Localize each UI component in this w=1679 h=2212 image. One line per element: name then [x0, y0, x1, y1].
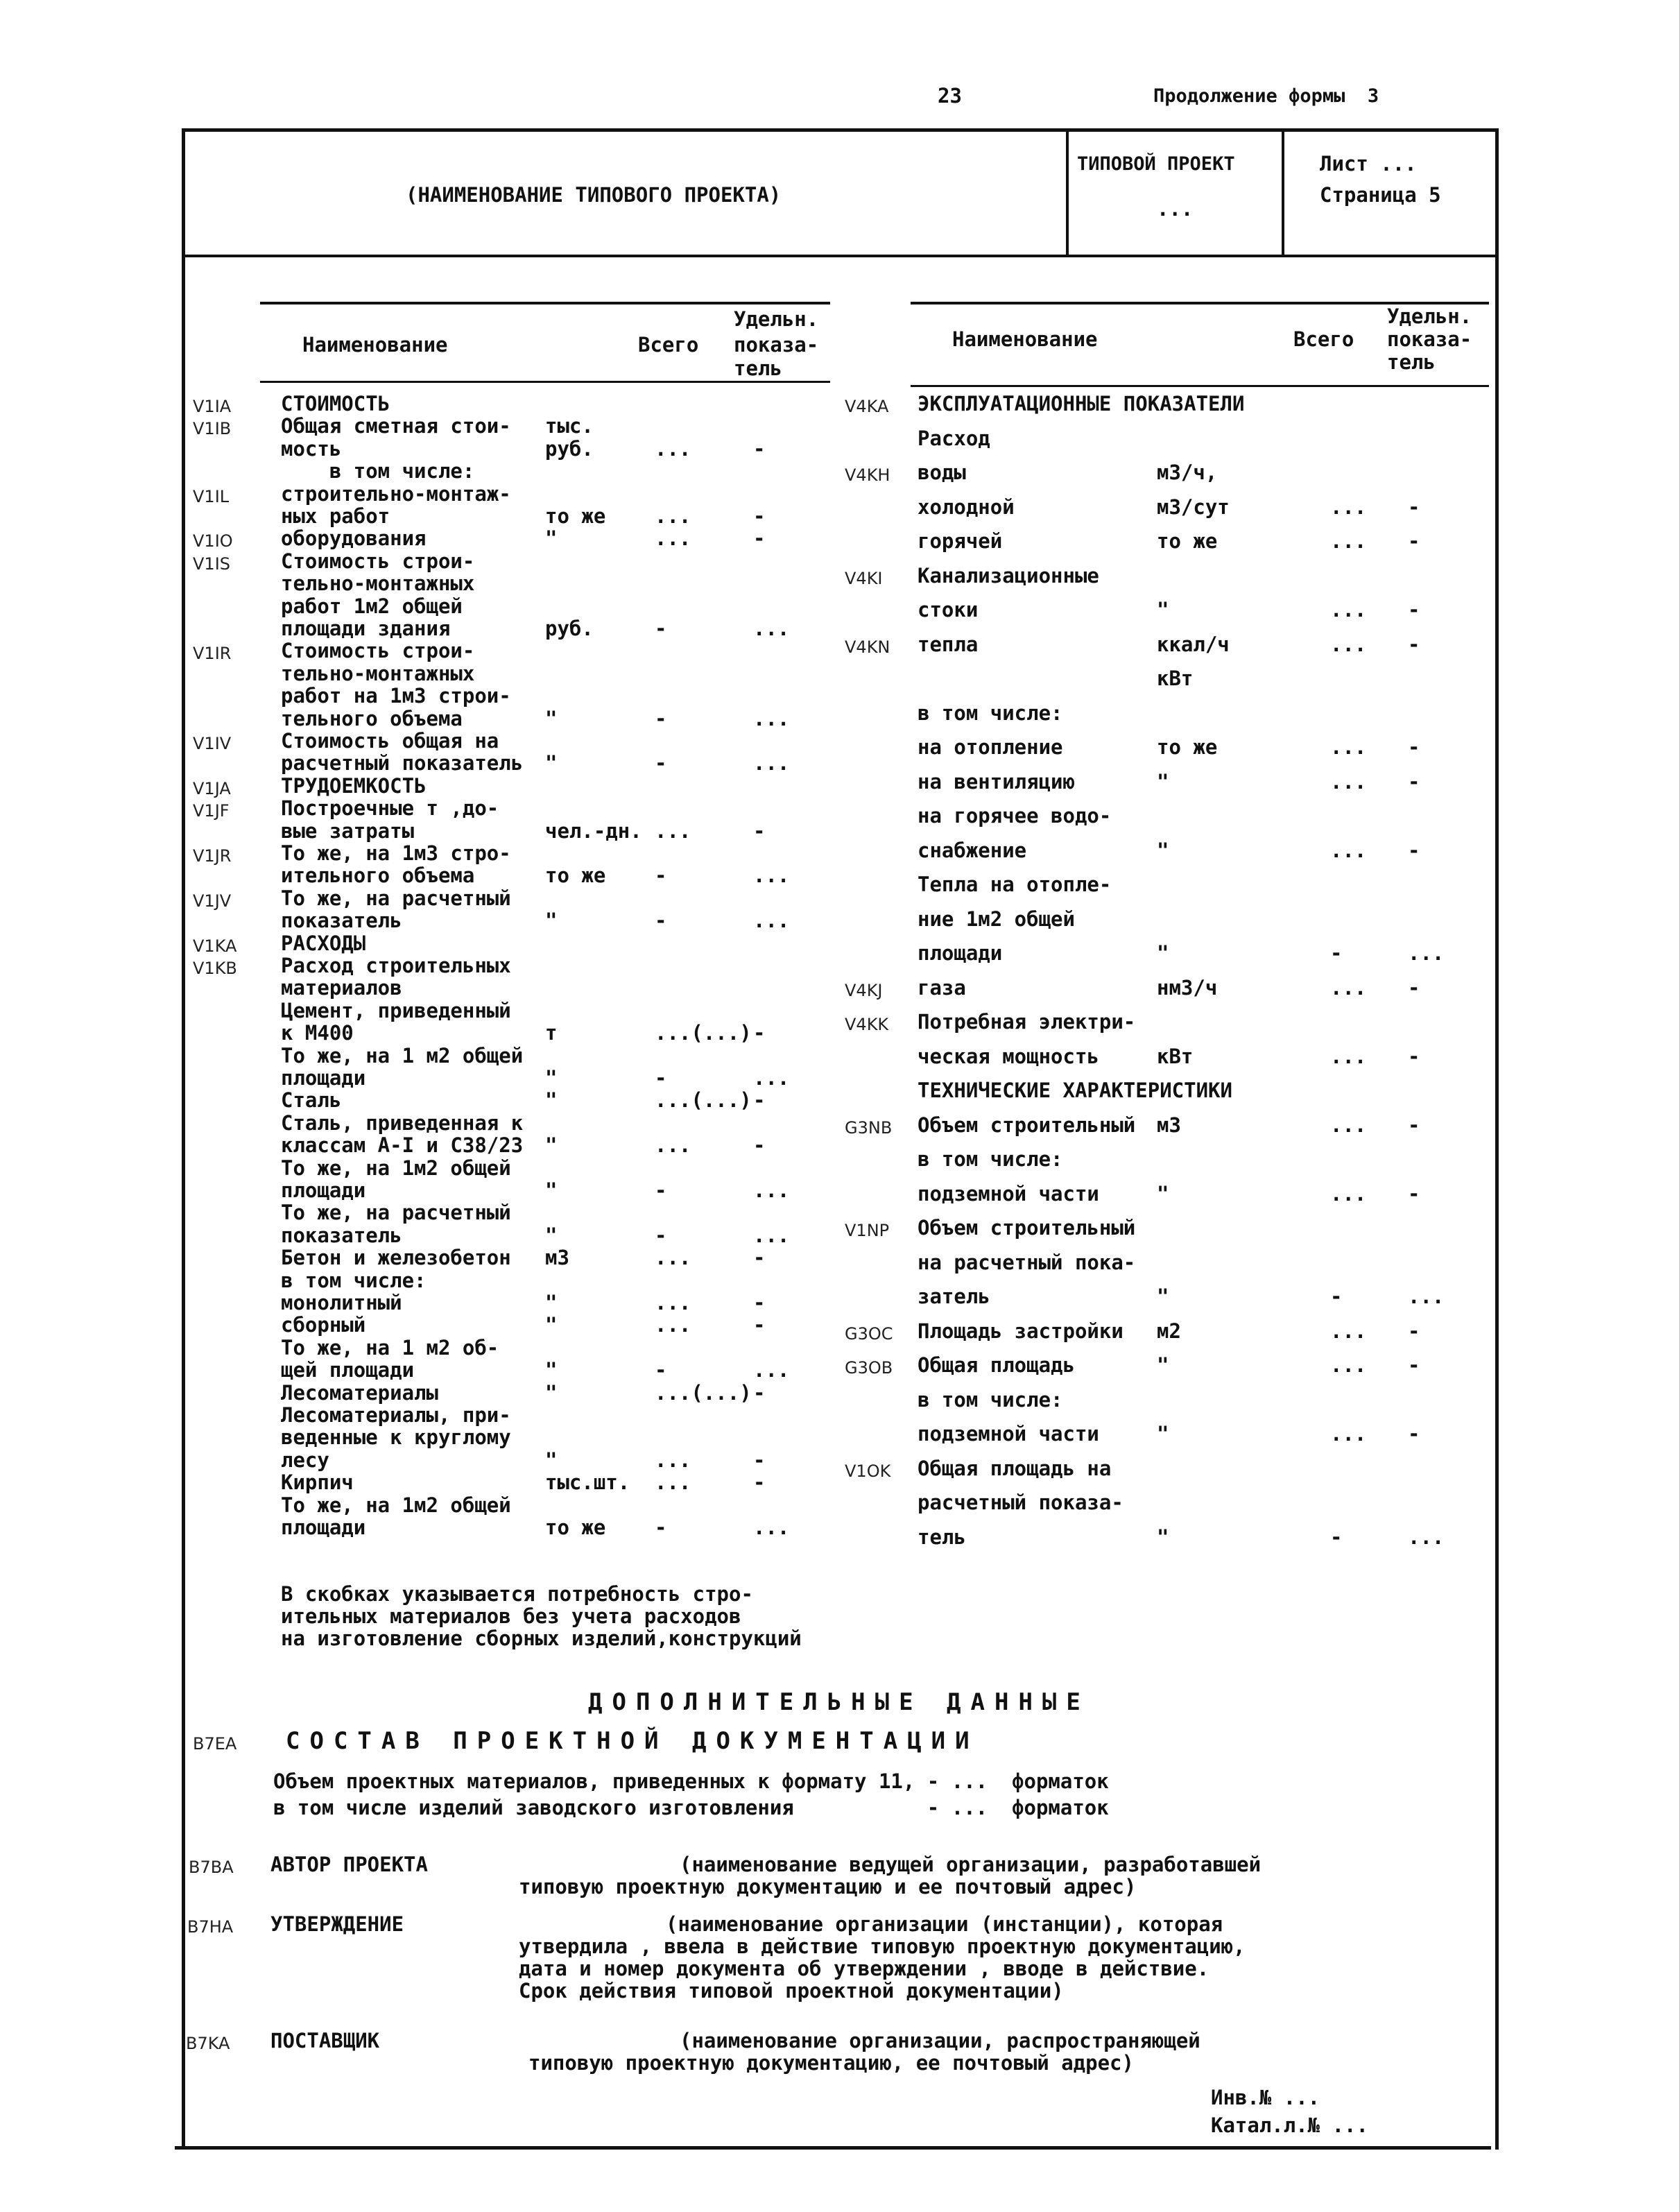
left-row-total: -	[655, 1516, 667, 1539]
sheet-label: Лист ...	[1320, 152, 1417, 175]
right-row-specific: -	[1408, 495, 1420, 519]
right-row-code: V4KA	[845, 397, 889, 416]
left-row-name: Бетон и железобетон	[281, 1246, 511, 1270]
right-row-name: Потребная электри-	[918, 1010, 1136, 1034]
form-continuation: Продолжение формы 3	[1153, 85, 1379, 107]
right-row-name: расчетный показа-	[918, 1491, 1123, 1514]
left-row-name: тельного объема	[281, 706, 463, 730]
frame-bottom	[175, 2146, 1491, 2150]
right-row-specific: ...	[1408, 1525, 1445, 1549]
right-row-specific: -	[1408, 1422, 1420, 1446]
right-col-specific-2: показа-	[1387, 327, 1472, 351]
right-row-name: на отопление	[918, 735, 1063, 759]
approval-code: B7HA	[187, 1917, 234, 1937]
right-row-name: тепла	[918, 632, 979, 656]
left-row-name: ных работ	[281, 504, 390, 528]
left-row-name: строительно-монтаж-	[281, 481, 511, 506]
left-row-name: То же, на 1м3 стро-	[281, 841, 511, 865]
left-row-unit: "	[545, 1380, 558, 1405]
left-row-code: V1KB	[193, 959, 237, 978]
right-table-rule-bottom	[911, 385, 1489, 387]
right-row-unit: м3/сут	[1157, 495, 1230, 519]
left-row-unit: "	[545, 909, 558, 933]
right-row-total: -	[1330, 1525, 1343, 1549]
right-row-name: ЭКСПЛУАТАЦИОННЫЕ ПОКАЗАТЕЛИ	[918, 392, 1245, 415]
catalog-number: Катал.л.№ ...	[1211, 2114, 1368, 2137]
left-row-code: V1JF	[193, 801, 230, 821]
author-desc-1: (наименование ведущей организации, разработавшей	[680, 1853, 1262, 1876]
right-row-specific: -	[1408, 735, 1420, 759]
left-row-name: площади	[281, 1516, 366, 1539]
left-table-rule-top	[260, 302, 830, 305]
left-row-total: -	[655, 751, 667, 775]
right-row-name: затель	[918, 1285, 990, 1308]
left-table-rule-bottom	[260, 381, 830, 383]
left-row-specific: -	[753, 1021, 766, 1045]
right-row-unit: "	[1157, 1285, 1169, 1308]
right-row-name: подземной части	[918, 1422, 1099, 1446]
right-row-name: ТЕХНИЧЕСКИЕ ХАРАКТЕРИСТИКИ	[918, 1079, 1232, 1102]
right-row-total: ...	[1330, 975, 1367, 1000]
right-row-name: горячей	[918, 529, 1003, 553]
right-row-name: Тепла на отопле-	[918, 873, 1112, 896]
left-row-code: V1JR	[193, 846, 232, 866]
left-row-specific: -	[753, 1380, 766, 1405]
right-row-name: тель	[918, 1525, 966, 1549]
title-block-divider-2	[1282, 128, 1284, 256]
left-row-code: V1IS	[193, 554, 230, 574]
author-desc-2: типовую проектную документацию и ее почтовый адрес)	[519, 1875, 1137, 1898]
title-block-divider-1	[1066, 128, 1069, 256]
left-row-name: ТРУДОЕМКОСТЬ	[281, 773, 427, 798]
right-col-name: Наименование	[952, 327, 1098, 351]
left-row-total: ...(...)	[655, 1021, 752, 1045]
right-row-total: ...	[1330, 1353, 1367, 1377]
left-row-specific: ...	[753, 617, 790, 640]
approval-desc-1: (наименование организации (инстанции), которая	[666, 1912, 1223, 1936]
left-row-specific: -	[753, 818, 766, 843]
left-row-unit: то же	[545, 1516, 606, 1539]
left-row-unit: "	[545, 1133, 558, 1158]
right-row-specific: -	[1408, 838, 1420, 862]
left-row-name: лесу	[281, 1448, 329, 1472]
left-row-specific: ...	[753, 864, 790, 888]
right-row-specific: -	[1408, 1319, 1420, 1343]
left-row-name: работ 1м2 общей	[281, 594, 463, 618]
footnote-line-1: В скобках указывается потребность стро-	[281, 1582, 753, 1606]
left-row-code: V1IB	[193, 419, 232, 439]
right-row-total: ...	[1330, 598, 1367, 621]
left-row-code: V1IV	[193, 734, 232, 753]
left-row-name: щей площади	[281, 1358, 415, 1382]
additional-title: ДОПОЛНИТЕЛЬНЫЕ ДАННЫЕ	[588, 1688, 1090, 1716]
left-row-name: То же, на 1 м2 общей	[281, 1043, 524, 1068]
right-row-code: V4KN	[845, 637, 890, 657]
left-row-unit: "	[545, 1291, 558, 1314]
right-row-name: воды	[918, 461, 966, 484]
approval-desc-4: Срок действия типовой проектной документации)	[519, 1979, 1064, 2003]
left-row-name: веденные к круглому	[281, 1425, 511, 1450]
left-row-name: площади	[281, 1066, 366, 1090]
right-row-name: Канализационные	[918, 563, 1099, 588]
right-row-name: на горячее водо-	[918, 804, 1112, 828]
left-row-specific: -	[753, 436, 766, 461]
left-col-name: Наименование	[302, 333, 448, 357]
author-label: АВТОР ПРОЕКТА	[270, 1853, 428, 1876]
left-row-specific: ...	[753, 1358, 790, 1382]
right-row-name: на расчетный пока-	[918, 1250, 1136, 1274]
left-row-name: сборный	[281, 1313, 366, 1337]
right-row-name: Объем строительный	[918, 1216, 1136, 1240]
page-number: 23	[938, 84, 962, 108]
left-row-name: вые затраты	[281, 818, 415, 843]
left-row-specific: -	[753, 1448, 766, 1472]
left-row-name: Лесоматериалы	[281, 1380, 438, 1405]
left-row-code: V1IR	[193, 644, 232, 664]
left-row-name: в том числе:	[281, 1268, 427, 1292]
right-row-total: ...	[1330, 1181, 1367, 1206]
right-row-unit: м3	[1157, 1113, 1181, 1137]
left-row-total: -	[655, 1066, 667, 1090]
composition-code: B7EA	[193, 1734, 237, 1754]
left-row-name: Цемент, приведенный	[281, 998, 511, 1022]
left-row-name: показатель	[281, 909, 402, 933]
right-row-specific: -	[1408, 1113, 1420, 1137]
left-row-name: тельно-монтажных	[281, 572, 475, 596]
left-row-code: V1KA	[193, 936, 237, 956]
left-col-specific-3: тель	[734, 357, 782, 380]
left-row-total: -	[655, 617, 667, 640]
left-row-specific: ...	[753, 1223, 790, 1247]
typical-project-label: ТИПОВОЙ ПРОЕКТ	[1077, 153, 1235, 175]
right-row-name: площади	[918, 941, 1003, 965]
left-row-name: материалов	[281, 976, 402, 1000]
frame-right	[1495, 128, 1499, 2150]
left-row-unit: "	[545, 526, 558, 551]
left-row-name: Стоимость строи-	[281, 549, 475, 573]
left-row-total: -	[655, 1178, 667, 1202]
right-row-specific: ...	[1408, 1285, 1445, 1308]
left-row-total: -	[655, 909, 667, 933]
left-row-name: монолитный	[281, 1291, 402, 1314]
footnote-line-2: ительных материалов без учета расходов	[281, 1604, 741, 1628]
left-row-name: Общая сметная стои-	[281, 414, 511, 438]
right-row-total: ...	[1330, 735, 1367, 759]
right-row-unit: кВт	[1157, 667, 1194, 690]
right-row-unit: "	[1157, 598, 1169, 621]
left-row-total: ...	[655, 526, 691, 551]
left-row-specific: ...	[753, 1516, 790, 1539]
supplier-desc-1: (наименование организации, распространяющей	[680, 2029, 1200, 2052]
right-row-name: Общая площадь	[918, 1353, 1075, 1377]
left-row-unit: тыс.	[545, 414, 594, 438]
right-row-unit: нм3/ч	[1157, 975, 1218, 1000]
left-row-specific: -	[753, 1088, 766, 1113]
left-row-code: V1JA	[193, 778, 231, 798]
right-row-total: ...	[1330, 495, 1367, 519]
left-row-specific: -	[753, 1133, 766, 1158]
left-row-unit: "	[545, 1448, 558, 1472]
right-row-unit: "	[1157, 1525, 1169, 1549]
right-row-total: ...	[1330, 769, 1367, 794]
left-row-specific: -	[753, 504, 766, 528]
right-row-name: Площадь застройки	[918, 1319, 1123, 1343]
left-row-total: ...(...)	[655, 1380, 752, 1405]
left-row-unit: то же	[545, 504, 606, 528]
left-row-total: ...	[655, 1291, 691, 1314]
right-row-code: V1OK	[845, 1461, 891, 1481]
left-row-unit: "	[545, 1178, 558, 1202]
left-col-specific-2: показа-	[734, 333, 819, 357]
right-row-code: G3OC	[845, 1323, 893, 1344]
title-block-bottom	[182, 255, 1498, 257]
factory-line: в том числе изделий заводского изготовления - ... форматок	[273, 1796, 1109, 1819]
right-row-unit: "	[1157, 1422, 1169, 1446]
left-row-specific: -	[753, 1291, 766, 1314]
left-row-unit: "	[545, 751, 558, 775]
left-row-unit: м3	[545, 1246, 569, 1270]
right-row-code: V4KK	[845, 1015, 889, 1034]
left-row-specific: -	[753, 1471, 766, 1495]
right-row-specific: -	[1408, 598, 1420, 621]
right-col-total: Всего	[1293, 327, 1354, 351]
right-row-specific: ...	[1408, 941, 1445, 965]
right-row-unit: м3/ч,	[1157, 461, 1218, 484]
right-row-total: -	[1330, 1285, 1343, 1308]
left-row-name: Сталь, приведенная к	[281, 1111, 524, 1135]
left-row-unit: "	[545, 706, 558, 730]
left-row-name: То же, на расчетный	[281, 886, 511, 910]
right-row-unit: "	[1157, 1353, 1169, 1377]
right-row-total: ...	[1330, 838, 1367, 862]
right-row-name: Общая площадь на	[918, 1456, 1112, 1480]
left-row-name: ительного объема	[281, 864, 475, 888]
left-row-specific: ...	[753, 1178, 790, 1202]
left-row-unit: чел.-дн.	[545, 818, 642, 843]
right-row-total: ...	[1330, 1319, 1367, 1343]
left-row-unit: тыс.шт.	[545, 1471, 630, 1495]
right-row-unit: "	[1157, 1181, 1169, 1206]
left-row-total: -	[655, 1358, 667, 1382]
volume-line: Объем проектных материалов, приведенных к формату 11, - ... форматок	[273, 1769, 1109, 1793]
left-row-code: V1IA	[193, 397, 232, 416]
left-row-specific: -	[753, 526, 766, 551]
supplier-label: ПОСТАВЩИК	[270, 2029, 380, 2052]
left-row-total: ...	[655, 1448, 691, 1472]
left-row-total: ...	[655, 818, 691, 843]
left-row-name: Кирпич	[281, 1471, 354, 1495]
left-row-specific: -	[753, 1246, 766, 1270]
left-row-unit: руб.	[545, 436, 594, 461]
left-row-name: работ на 1м3 строи-	[281, 684, 511, 708]
left-row-specific: ...	[753, 706, 790, 730]
right-row-unit: то же	[1157, 529, 1218, 553]
left-row-total: ...	[655, 1313, 691, 1337]
left-row-unit: "	[545, 1313, 558, 1337]
left-row-name: Стоимость общая на	[281, 729, 499, 753]
right-row-total: -	[1330, 941, 1343, 965]
left-row-total: ...(...)	[655, 1088, 752, 1113]
right-row-code: G3OB	[845, 1358, 893, 1378]
frame-top	[182, 128, 1498, 132]
right-row-name: в том числе:	[918, 1147, 1063, 1171]
left-row-name: СТОИМОСТЬ	[281, 392, 390, 415]
right-row-total: ...	[1330, 632, 1367, 656]
left-row-total: ...	[655, 504, 691, 528]
left-row-name: показатель	[281, 1223, 402, 1247]
right-row-unit: м2	[1157, 1319, 1181, 1343]
right-row-code: G3NB	[845, 1117, 893, 1138]
right-row-name: подземной части	[918, 1181, 1099, 1206]
left-row-name: РАСХОДЫ	[281, 931, 366, 955]
left-row-total: -	[655, 706, 667, 730]
right-row-specific: -	[1408, 1044, 1420, 1068]
left-row-name: То же, на 1м2 общей	[281, 1156, 511, 1180]
left-row-specific: ...	[753, 1066, 790, 1090]
frame-left	[182, 128, 185, 2150]
left-row-total: ...	[655, 1133, 691, 1158]
right-col-specific-3: тель	[1387, 350, 1436, 374]
right-row-specific: -	[1408, 632, 1420, 656]
right-row-specific: -	[1408, 529, 1420, 553]
right-row-name: стоки	[918, 598, 979, 621]
left-row-total: ...	[655, 436, 691, 461]
left-col-specific-1: Удельн.	[734, 307, 819, 331]
left-row-name: в том числе:	[281, 459, 475, 483]
left-row-total: ...	[655, 1471, 691, 1495]
right-row-total: ...	[1330, 1044, 1367, 1068]
supplier-code: B7KA	[186, 2034, 230, 2053]
left-row-name: Построечные т ,до-	[281, 796, 499, 821]
left-row-name: оборудования	[281, 526, 427, 551]
left-row-name: Лесоматериалы, при-	[281, 1403, 511, 1427]
right-row-code: V1NP	[845, 1221, 890, 1240]
left-row-name: площади здания	[281, 617, 451, 640]
left-row-name: То же, на 1м2 общей	[281, 1493, 511, 1517]
left-row-total: -	[655, 1223, 667, 1247]
left-row-unit: "	[545, 1088, 558, 1113]
right-row-specific: -	[1408, 1353, 1420, 1377]
right-row-unit: кВт	[1157, 1044, 1194, 1068]
left-row-specific: -	[753, 1313, 766, 1337]
left-row-specific: ...	[753, 909, 790, 933]
right-row-name: газа	[918, 975, 966, 1000]
right-row-name: в том числе:	[918, 701, 1063, 725]
right-row-unit: "	[1157, 838, 1169, 862]
left-row-total: ...	[655, 1246, 691, 1270]
right-row-total: ...	[1330, 1113, 1367, 1137]
left-row-name: То же, на 1 м2 об-	[281, 1335, 499, 1360]
right-row-total: ...	[1330, 529, 1367, 553]
left-row-code: V1IL	[193, 486, 230, 506]
right-row-name: в том числе:	[918, 1387, 1063, 1412]
left-row-unit: "	[545, 1358, 558, 1382]
left-row-name: мость	[281, 436, 342, 461]
right-row-name: снабжение	[918, 838, 1027, 862]
typical-project-value: ...	[1157, 197, 1194, 221]
left-row-name: площади	[281, 1178, 366, 1202]
inventory-number: Инв.№ ...	[1211, 2086, 1320, 2109]
left-row-code: V1IO	[193, 531, 233, 551]
right-row-unit: то же	[1157, 735, 1218, 759]
left-row-unit: руб.	[545, 617, 594, 640]
right-row-code: V4KI	[845, 568, 883, 588]
left-row-name: тельно-монтажных	[281, 661, 475, 685]
left-row-unit: то же	[545, 864, 606, 888]
left-row-name: классам А-I и С38/23	[281, 1133, 524, 1158]
left-row-name: Расход строительных	[281, 954, 511, 977]
right-row-total: ...	[1330, 1422, 1367, 1446]
right-row-specific: -	[1408, 975, 1420, 1000]
left-row-code: V1JV	[193, 891, 232, 911]
right-row-specific: -	[1408, 1181, 1420, 1206]
composition-title: СОСТАВ ПРОЕКТНОЙ ДОКУМЕНТАЦИИ	[286, 1727, 979, 1755]
right-row-name: Объем строительный	[918, 1113, 1136, 1137]
right-row-code: V4KJ	[845, 980, 883, 1000]
project-name-label: (НАИМЕНОВАНИЕ ТИПОВОГО ПРОЕКТА)	[406, 183, 782, 207]
left-row-name: То же, на расчетный	[281, 1201, 511, 1225]
left-row-name: Стоимость строи-	[281, 639, 475, 663]
left-row-unit: т	[545, 1021, 558, 1045]
approval-desc-2: утвердила , ввела в действие типовую проектную документацию,	[519, 1935, 1246, 1958]
supplier-desc-2: типовую проектную документацию, ее почтовый адрес)	[528, 2051, 1134, 2075]
page-label: Страница 5	[1320, 183, 1441, 207]
right-row-name: ние 1м2 общей	[918, 907, 1075, 931]
right-row-name: холодной	[918, 495, 1015, 519]
left-row-specific: ...	[753, 751, 790, 775]
right-row-name: Расход	[918, 426, 990, 450]
right-row-code: V4KH	[845, 465, 890, 485]
right-row-name: ческая мощность	[918, 1044, 1099, 1068]
left-row-total: -	[655, 864, 667, 888]
left-row-name: Сталь	[281, 1088, 342, 1113]
approval-label: УТВЕРЖДЕНИЕ	[270, 1912, 404, 1936]
left-row-name: к М400	[281, 1021, 354, 1045]
right-row-name: на вентиляцию	[918, 769, 1075, 794]
left-row-unit: "	[545, 1223, 558, 1247]
left-row-name: расчетный показатель	[281, 751, 524, 775]
author-code: B7BA	[189, 1858, 234, 1877]
approval-desc-3: дата и номер документа об утверждении , вводе в действие.	[519, 1957, 1209, 1980]
right-row-unit: "	[1157, 769, 1169, 794]
right-row-unit: ккал/ч	[1157, 632, 1230, 656]
right-col-specific-1: Удельн.	[1387, 305, 1472, 328]
left-row-unit: "	[545, 1066, 558, 1090]
right-row-unit: "	[1157, 941, 1169, 965]
right-row-specific: -	[1408, 769, 1420, 794]
footnote-line-3: на изготовление сборных изделий,конструкций	[281, 1627, 802, 1650]
left-col-total: Всего	[638, 333, 699, 357]
